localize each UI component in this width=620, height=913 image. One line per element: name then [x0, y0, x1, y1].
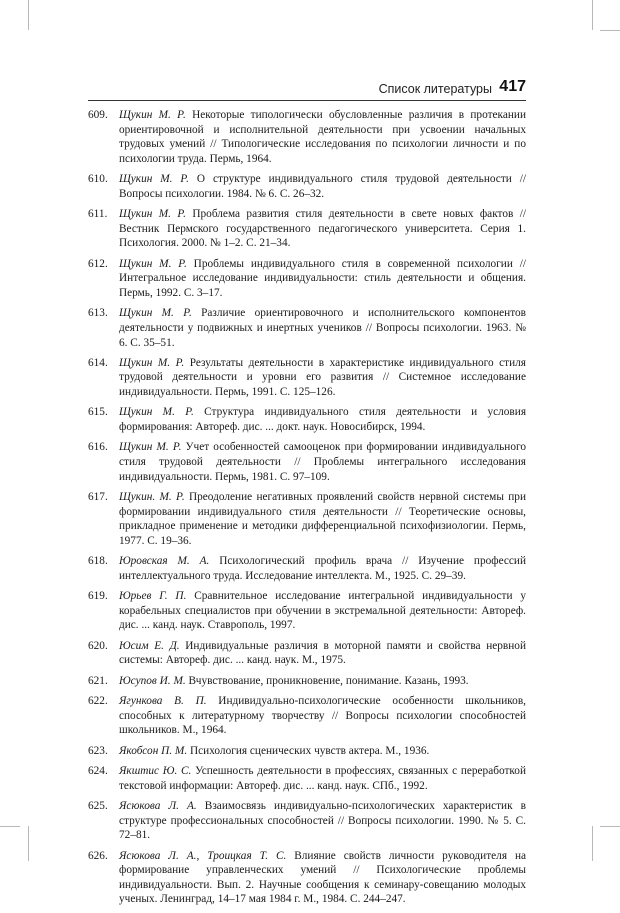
reference-item: [88, 764, 526, 793]
reference-author: Юсупов И. М.: [119, 674, 186, 687]
reference-author: Щукин М. Р.: [119, 441, 182, 454]
header-rule: [88, 100, 526, 101]
crop-mark: [28, 0, 29, 30]
reference-item: [88, 356, 526, 400]
reference-number: 616.: [88, 441, 108, 454]
reference-item: [88, 440, 526, 484]
reference-text: Влияние свойств личности руководителя на формирование управленческих умений // Психологические проблемы индивидуальности. Вып. 2. Научные сообщения к семинару-совещанию молодых ученых. Ленинград, 14–17 мая 1984 г. М., 1984. С. 244–247.: [119, 849, 526, 906]
running-header-title: Список литературы: [378, 82, 492, 96]
crop-mark: [592, 0, 593, 30]
reference-item: [88, 172, 526, 201]
reference-text: Проблемы индивидуального стиля в современной психологии // Интегральное исследование индивидуальности: стиль деятельности и общения. Пермь, 1992. С. 3–17.: [119, 257, 527, 299]
reference-item: [88, 405, 526, 434]
reference-number: 620.: [88, 639, 108, 652]
reference-item: [88, 744, 526, 759]
reference-number: 618.: [88, 555, 108, 568]
crop-mark: [600, 30, 620, 31]
reference-text: Некоторые типологически обусловленные различия в протекании ориентировочной и исполнительной деятельности при усвоении начальных трудовых умений // Типологические исследования по психологии личности и по психологии труда. Пермь, 1964.: [119, 109, 526, 165]
reference-text: Успешность деятельности в профессиях, связанных с переработкой текстовой информации: Автореф. дис. ... канд. наук. СПб., 1992.: [119, 765, 527, 792]
reference-author: Щукин М. Р.: [119, 356, 185, 369]
reference-text: Индивидуальные различия в моторной памяти и свойства нервной системы: Автореф. дис. ... канд. наук. М., 1975.: [119, 639, 526, 667]
reference-item: [88, 589, 526, 633]
reference-text: Сравнительное исследование интегральной индивидуальности у корабельных специалистов при обучении в экстремальной деятельности: Автореф. дис. ... канд. наук. Ставрополь, 1997.: [119, 590, 527, 632]
reference-number: 624.: [88, 765, 108, 778]
reference-text: Индивидуально-психологические особенности школьников, способных к литературному творчеству // Вопросы психологии способностей школьников. М., 1964.: [119, 695, 526, 737]
reference-text: Проблема развития стиля деятельности в свете новых фактов // Вестник Пермского государственного педагогического университета. Серия 1. Психология. 2000. № 1–2. С. 21–34.: [119, 208, 526, 250]
reference-item: [88, 257, 526, 301]
reference-author: Щукин М. Р.: [119, 109, 186, 121]
reference-number: 623.: [88, 744, 108, 757]
reference-text: Психологический профиль врача // Изучение профессий интеллектуального труда. Исследование интеллекта. М., 1925. С. 29–39.: [119, 555, 526, 582]
crop-mark: [28, 826, 29, 861]
reference-text: Структура индивидуального стиля деятельности и условия формирования: Автореф. дис. ... докт. наук. Новосибирск, 1994.: [119, 406, 527, 434]
reference-text: О структуре индивидуального стиля трудовой деятельности // Вопросы психологии. 1984. № 6. С. 26–32.: [119, 173, 526, 200]
reference-number: 611.: [88, 208, 108, 221]
reference-author: Щукин М. Р.: [119, 257, 187, 270]
reference-number: 619.: [88, 590, 108, 603]
reference-item: [88, 306, 526, 350]
reference-item: [88, 799, 526, 843]
reference-author: Щукин М. Р.: [119, 307, 192, 320]
reference-author: Юровская М. А.: [119, 555, 210, 568]
reference-number: 617.: [88, 491, 108, 504]
reference-number: 625.: [88, 800, 108, 813]
reference-item: [88, 849, 526, 907]
reference-text: Вчувствование, проникновение, понимание. Казань, 1993.: [185, 674, 469, 687]
reference-list: [88, 108, 526, 913]
reference-number: 612.: [88, 257, 108, 270]
reference-text: Взаимосвязь индивидуально-психологических характеристик в структуре профессиональных способностей // Вопросы психологии. 1990. № 5. С. 72–81.: [119, 800, 526, 842]
reference-number: 613.: [88, 307, 108, 320]
reference-author: Ясюкова Л. А.: [119, 800, 197, 813]
reference-author: Якобсон П. М.: [119, 744, 188, 757]
reference-text: Учет особенностей самооценок при формировании индивидуального стиля трудовой деятельности // Проблемы интегрального исследования индивидуальности. Пермь, 1981. С. 97–109.: [119, 441, 527, 483]
reference-item: [88, 639, 526, 668]
reference-number: 614.: [88, 356, 108, 369]
reference-number: 609.: [88, 109, 108, 121]
reference-item: [88, 674, 526, 689]
reference-author: Ясюкова Л. А., Троицкая Т. С.: [119, 849, 287, 862]
reference-number: 621.: [88, 674, 108, 687]
reference-number: 615.: [88, 406, 108, 419]
crop-mark: [592, 826, 593, 861]
reference-author: Щукин. М. Р.: [119, 491, 185, 504]
page-number: 417: [499, 78, 526, 95]
reference-item: [88, 694, 526, 738]
crop-mark: [600, 826, 620, 827]
reference-author: Щукин М. Р.: [119, 208, 186, 221]
crop-mark: [0, 826, 20, 827]
reference-author: Юсим Е. Д.: [119, 639, 180, 652]
reference-item: [88, 108, 526, 166]
reference-text: Различие ориентировочного и исполнительского компонентов деятельности у подвижных и инертных учеников // Вопросы психологии. 1963. № 6. С. 35–51.: [119, 307, 526, 349]
reference-number: 626.: [88, 849, 108, 862]
reference-author: Якштис Ю. С.: [119, 765, 192, 778]
reference-author: Ягункова В. П.: [119, 695, 207, 708]
reference-author: Щукин М. Р.: [119, 173, 189, 186]
reference-item: [88, 490, 526, 548]
running-header: [88, 77, 526, 101]
reference-text: Результаты деятельности в характеристике индивидуального стиля трудовой деятельности и уровни его развития // Системное исследование индивидуальности. Пермь, 1991. С. 125–126.: [119, 356, 526, 399]
reference-number: 622.: [88, 695, 108, 708]
reference-item: [88, 207, 526, 251]
reference-author: Юрьев Г. П.: [119, 590, 187, 603]
reference-item: [88, 554, 526, 583]
reference-number: 610.: [88, 173, 108, 186]
reference-text: Психология сценических чувств актера. М., 1936.: [187, 744, 430, 757]
reference-author: Щукин М. Р.: [119, 406, 194, 419]
reference-text: Преодоление негативных проявлений свойств нервной системы при формировании индивидуального стиля деятельности // Теоретические основы, прикладное применение и методики дифференциальной психофизиологии. Пермь, 1977. С. 19–36.: [119, 491, 526, 547]
